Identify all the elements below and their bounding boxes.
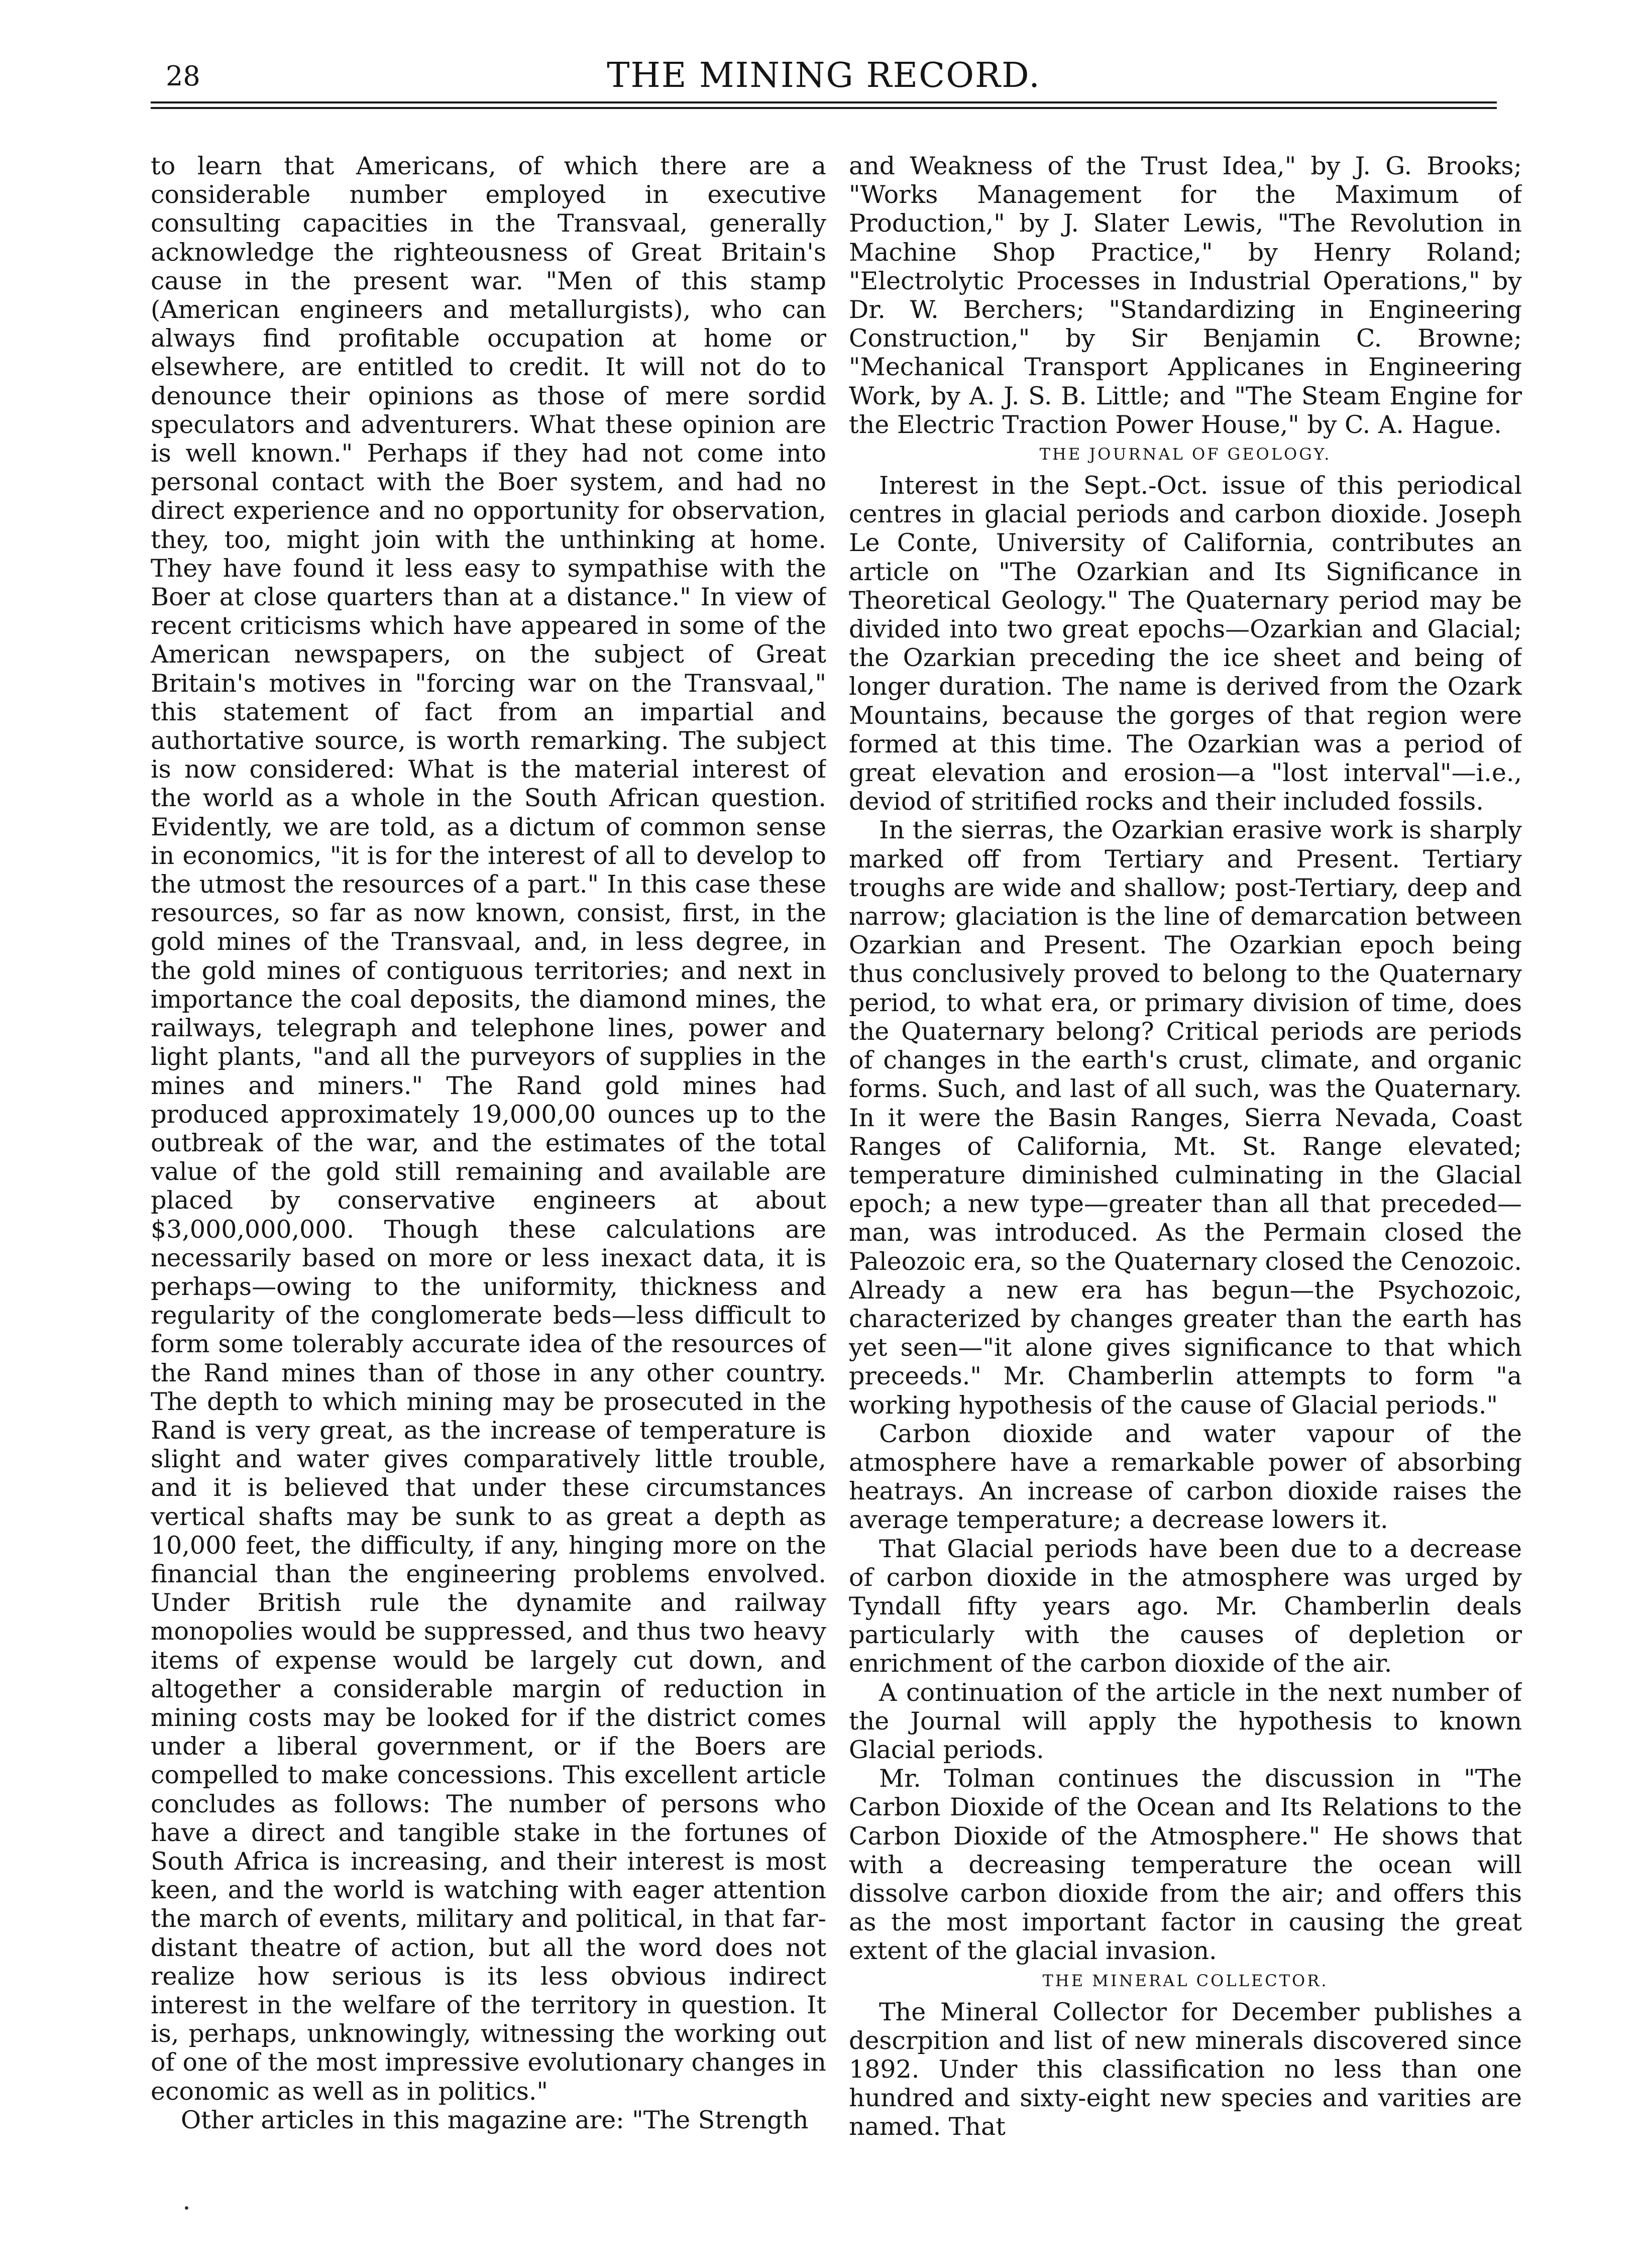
- article-paragraph: Other articles in this magazine are: "The Strength: [181, 2105, 809, 2134]
- article-paragraph: and Weakness of the Trust Idea," by J. G. Brooks; "Works Management for the Maximum of Production," by J. Slater Lewis, "The Revolution in Machine Shop Practice," by Henry Roland; "Electrolytic Processes in Industrial Operations," by Dr. W. Berchers; "Standardizing in Engineering Construction," by Sir Benjamin C. Browne; "Mechanical Transport Applicanes in Engineering Work, by A. J. S. B. Little; and "The Steam Engine for the Electric Traction Power House," by C. A. Hague.: [849, 152, 1522, 439]
- running-title: THE MINING RECORD.: [607, 56, 1041, 95]
- article-paragraph: Interest in the Sept.-Oct. issue of this periodical centres in glacial periods and carbon dioxide. Joseph Le Conte, University of California, contributes an article on "The Ozarkian and Its Significance in Theoretical Geology." The Quaternary period may be divided into two great epochs—Ozarkian and Glacial; the Ozarkian preceding the ice sheet and being of longer duration. The name is derived from the Ozark Mountains, because the gorges of that region were formed at this time. The Ozarkian was a period of great elevation and erosion—a "lost interval"—i.e., deviod of stritified rocks and their included fossils.: [849, 471, 1522, 816]
- ink-dot: [185, 2206, 188, 2210]
- article-paragraph: Carbon dioxide and water vapour of the atmosphere have a remarkable power of absorbing heatrays. An increase of carbon dioxide raises the average temperature; a decrease lowers it.: [849, 1419, 1522, 1535]
- page-header: [151, 53, 1497, 108]
- right-column: [849, 152, 1522, 2201]
- article-paragraph: The Mineral Collector for December publishes a descrpition and list of new minerals discovered since 1892. Under this classification no less than one hundred and sixty-eight new species and varities are named. That: [849, 1997, 1522, 2141]
- article-paragraph: Mr. Tolman continues the discussion in "The Carbon Dioxide of the Ocean and Its Relations to the Carbon Dioxide of the Atmosphere." He shows that with a decreasing temperature the ocean will dissolve carbon dioxide from the air; and offers this as the most important factor in causing the great extent of the glacial invasion.: [849, 1764, 1522, 1966]
- section-heading-mineral-collector: THE MINERAL COLLECTOR.: [1042, 1971, 1329, 1990]
- left-column: [151, 152, 826, 2201]
- article-paragraph: A continuation of the article in the next number of the Journal will apply the hypothesis to known Glacial periods.: [849, 1678, 1522, 1764]
- article-paragraph: That Glacial periods have been due to a decrease of carbon dioxide in the atmosphere was urged by Tyndall fifty years ago. Mr. Chamberlin deals particularly with the causes of depletion or enrichment of the carbon dioxide of the air.: [849, 1534, 1522, 1678]
- page-number: 28: [166, 60, 200, 92]
- section-heading-journal-of-geology: THE JOURNAL OF GEOLOGY.: [1039, 445, 1332, 464]
- article-paragraph: In the sierras, the Ozarkian erasive work is sharply marked off from Tertiary and Present. Tertiary troughs are wide and shallow; post-Tertiary, deep and narrow; glaciation is the line of demarcation between Ozarkian and Present. The Ozarkian epoch being thus conclusively proved to belong to the Quaternary period, to what era, or primary division of time, does the Quaternary belong? Critical periods are periods of changes in the earth's crust, climate, and organic forms. Such, and last of all such, was the Quaternary. In it were the Basin Ranges, Sierra Nevada, Coast Ranges of California, Mt. St. Range elevated; temperature diminished culminating in the Glacial epoch; a new type—greater than all that preceded—man, was introduced. As the Permain closed the Paleozoic era, so the Quaternary closed the Cenozoic. Already a new era has begun—the Psychozoic, characterized by changes greater than the earth has yet seen—"it alone gives significance to that which preceeds." Mr. Chamberlin attempts to form "a working hypothesis of the cause of Glacial periods.": [849, 816, 1522, 1420]
- header-rule-bottom: [151, 107, 1497, 109]
- article-paragraph: to learn that Americans, of which there are a considerable number employed in executive consulting capacities in the Transvaal, generally acknowledge the righteousness of Great Britain's cause in the present war. "Men of this stamp (American engineers and metallurgists), who can always find profitable occupation at home or elsewhere, are entitled to credit. It will not do to denounce their opinions as those of mere sordid speculators and adventurers. What these opinion are is well known." Perhaps if they had not come into personal contact with the Boer system, and had no direct experience and no opportunity for observation, they, too, might join with the unthinking at home. They have found it less easy to sympathise with the Boer at close quarters than at a distance." In view of recent criticisms which have appeared in some of the American newspapers, on the subject of Great Britain's motives in "forcing war on the Transvaal," this statement of fact from an impartial and authortative source, is worth remarking. The subject is now considered: What is the material interest of the world as a whole in the South African question. Evidently, we are told, as a dictum of common sense in economics, "it is for the interest of all to develop to the utmost the resources of a part." In this case these resources, so far as now known, consist, first, in the gold mines of the Transvaal, and, in less degree, in the gold mines of contiguous territories; and next in importance the coal deposits, the diamond mines, the railways, telegraph and telephone lines, power and light plants, "and all the purveyors of supplies in the mines and miners." The Rand gold mines had produced approximately 19,000,00 ounces up to the outbreak of the war, and the estimates of the total value of the gold still remaining and available are placed by conservative engineers at about $3,000,000,000. Though these calculations are necessarily based on more or less inexact data, it is perhaps—owing to the uniformity, thickness and regularity of the conglomerate beds—less difficult to form some tolerably accurate idea of the resources of the Rand mines than of those in any other country. The depth to which mining may be prosecuted in the Rand is very great, as the increase of temperature is slight and water gives comparatively little trouble, and it is believed that under these circumstances vertical shafts may be sunk to as great a depth as 10,000 feet, the difficulty, if any, hinging more on the financial than the engineering problems envolved. Under British rule the dynamite and railway monopolies would be suppressed, and thus two heavy items of expense would be largely cut down, and altogether a considerable margin of reduction in mining costs may be looked for if the district comes under a liberal government, or if the Boers are compelled to make concessions. This excellent article concludes as follows: The number of persons who have a direct and tangible stake in the fortunes of South Africa is increasing, and their interest is most keen, and the world is watching with eager attention the march of events, military and political, in that far-distant theatre of action, but all the word does not realize how serious is its less obvious indirect interest in the welfare of the territory in question. It is, perhaps, unknowingly, witnessing the working out of one of the most impressive evolutionary changes in economic as well as in politics.": [151, 152, 826, 2106]
- header-rule-top: [151, 101, 1497, 103]
